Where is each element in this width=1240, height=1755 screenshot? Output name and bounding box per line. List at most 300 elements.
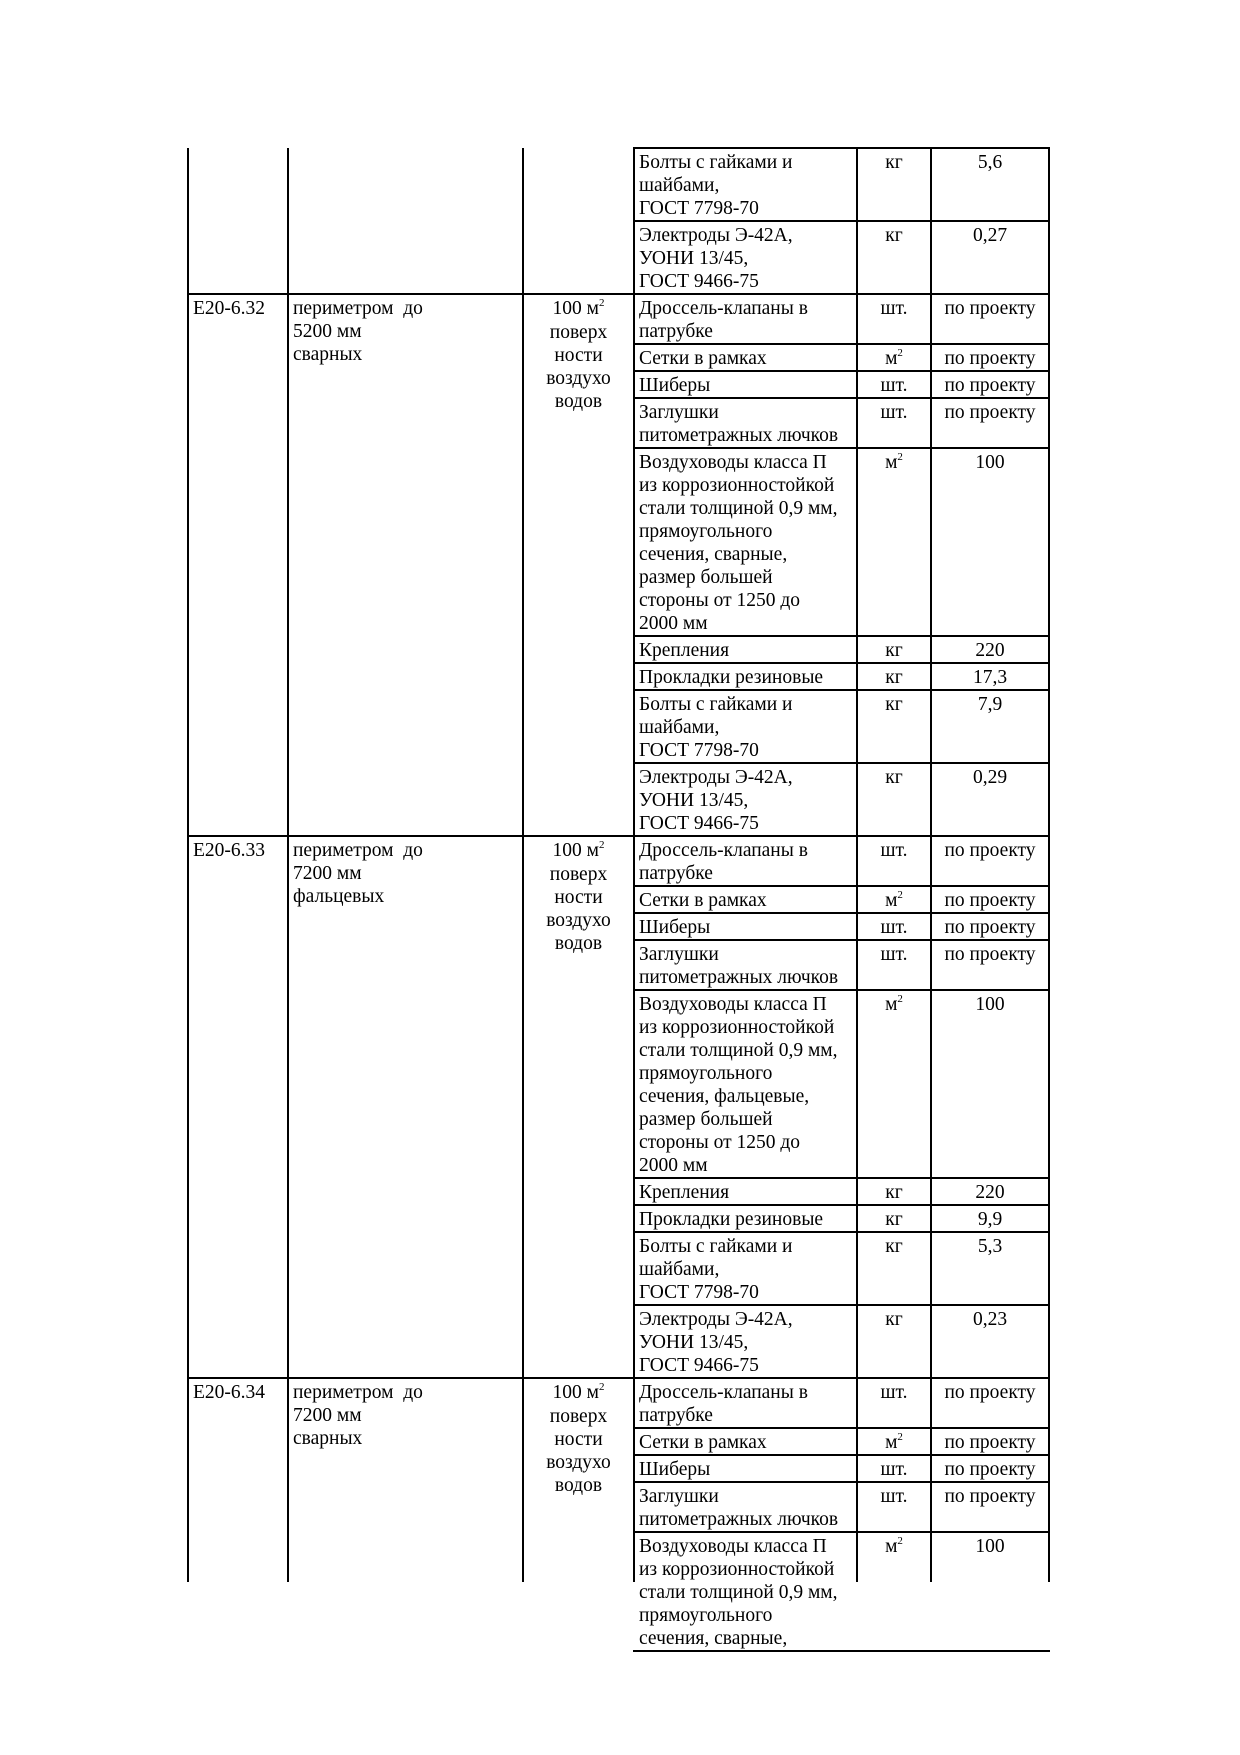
resource-name-line xyxy=(639,1627,856,1650)
resource-name-line-text: размер большей xyxy=(639,567,773,588)
resource-unit-text: кг xyxy=(885,225,903,246)
resource-name-line-text: питометражных лючков xyxy=(639,425,839,446)
resource-unit xyxy=(857,151,931,174)
resource-unit-text: шт. xyxy=(880,1486,908,1507)
measure-unit-line xyxy=(523,390,634,413)
measure-unit-text: 100 м xyxy=(552,1382,599,1403)
resource-quantity xyxy=(931,1235,1049,1258)
resource-quantity xyxy=(931,693,1049,716)
work-description-line-text: 7200 мм xyxy=(293,863,362,884)
measure-unit-text: 100 м xyxy=(552,298,599,319)
resource-name-line-text: Болты с гайками и xyxy=(639,152,793,173)
resource-row-border xyxy=(633,1481,1050,1483)
resource-unit xyxy=(857,1208,931,1231)
section-separator xyxy=(187,835,1050,837)
resource-name-line xyxy=(639,401,856,424)
resource-unit xyxy=(857,766,931,789)
resource-unit xyxy=(857,297,931,320)
resource-name-line xyxy=(639,1308,856,1331)
resource-unit-superscript: 2 xyxy=(897,1535,903,1547)
resource-unit xyxy=(857,347,931,370)
resource-name-line-text: Сетки в рамках xyxy=(639,890,767,911)
resource-unit-text: шт. xyxy=(880,375,908,396)
resource-unit xyxy=(857,1235,931,1258)
measure-unit-line-text: воздухо xyxy=(546,910,611,931)
resource-quantity-text: по проекту xyxy=(944,890,1036,911)
resource-name-line-text: прямоугольного xyxy=(639,1063,773,1084)
resource-name-line xyxy=(639,1281,856,1304)
resource-name-line-text: Электроды Э-42А, xyxy=(639,225,793,246)
resource-unit xyxy=(857,1308,931,1331)
measure-unit-line-text: водов xyxy=(554,1475,603,1496)
resource-unit-text: м xyxy=(885,348,898,369)
column-border-quantity xyxy=(930,148,932,1582)
measure-unit xyxy=(523,839,634,862)
work-code xyxy=(193,297,287,320)
resource-quantity xyxy=(931,639,1049,662)
resource-name-line xyxy=(639,716,856,739)
resource-unit-text: шт. xyxy=(880,1459,908,1480)
measure-unit xyxy=(523,297,634,320)
measure-unit-line-text: водов xyxy=(554,933,603,954)
resource-quantity-text: 220 xyxy=(975,640,1005,661)
measure-unit-text: 100 м xyxy=(552,840,599,861)
resource-unit xyxy=(857,1535,931,1558)
resource-unit-text: кг xyxy=(885,640,903,661)
resource-name-line xyxy=(639,916,856,939)
resource-row-border xyxy=(633,689,1050,691)
measure-unit-line xyxy=(523,344,634,367)
resource-name-line-text: стали толщиной 0,9 мм, xyxy=(639,1040,838,1061)
resource-name-line xyxy=(639,1039,856,1062)
resource-name-line xyxy=(639,297,856,320)
resource-unit xyxy=(857,374,931,397)
resource-name-line xyxy=(639,247,856,270)
resource-name-line xyxy=(639,1016,856,1039)
column-border-code xyxy=(187,148,189,1582)
resource-name-line xyxy=(639,374,856,397)
resource-row-border xyxy=(633,447,1050,449)
work-code xyxy=(193,839,287,862)
work-description-line-text: периметром до xyxy=(293,298,423,319)
resource-name-line-text: сечения, сварные, xyxy=(639,544,788,565)
resource-unit xyxy=(857,639,931,662)
column-border-resource-unit xyxy=(856,148,858,1582)
measure-unit-line xyxy=(523,932,634,955)
work-description-line-text: фальцевых xyxy=(293,886,385,907)
resource-name-line-text: Воздуховоды класса П xyxy=(639,994,827,1015)
measure-unit-line-text: поверх xyxy=(549,322,608,343)
resource-name-line xyxy=(639,1354,856,1377)
resource-name-line-text: шайбами, xyxy=(639,717,720,738)
resource-name-line xyxy=(639,889,856,912)
resource-name-line xyxy=(639,1404,856,1427)
resource-quantity-text: 5,3 xyxy=(977,1236,1003,1257)
measure-unit-line xyxy=(523,863,634,886)
resource-quantity xyxy=(931,943,1049,966)
resource-unit-superscript: 2 xyxy=(897,451,903,463)
resource-name-line xyxy=(639,174,856,197)
work-description-line xyxy=(293,320,520,343)
resource-quantity-text: по проекту xyxy=(944,944,1036,965)
resource-quantity-text: 0,27 xyxy=(972,225,1008,246)
resource-name-line xyxy=(639,1508,856,1531)
work-description-line-text: сварных xyxy=(293,1428,363,1449)
resource-row-border xyxy=(633,397,1050,399)
work-description-line xyxy=(293,862,520,885)
resource-name-line-text: питометражных лючков xyxy=(639,1509,839,1530)
resource-name-line xyxy=(639,451,856,474)
measure-unit-line xyxy=(523,909,634,932)
resource-quantity-text: 220 xyxy=(975,1182,1005,1203)
resource-name-line-text: УОНИ 13/45, xyxy=(639,790,749,811)
resource-unit-text: кг xyxy=(885,767,903,788)
resource-name-line xyxy=(639,766,856,789)
resource-quantity-text: по проекту xyxy=(944,298,1036,319)
resource-name-line-text: размер большей xyxy=(639,1109,773,1130)
resource-quantity xyxy=(931,224,1049,247)
resource-quantity-text: по проекту xyxy=(944,1432,1036,1453)
resource-name-line xyxy=(639,1485,856,1508)
resource-name-line xyxy=(639,151,856,174)
measure-unit-line xyxy=(523,321,634,344)
resource-name-line xyxy=(639,1604,856,1627)
resource-quantity-text: по проекту xyxy=(944,402,1036,423)
resource-name-line xyxy=(639,1535,856,1558)
resource-unit-text: кг xyxy=(885,1236,903,1257)
resource-name-line-text: питометражных лючков xyxy=(639,967,839,988)
measure-unit-superscript: 2 xyxy=(598,1381,605,1393)
resource-unit xyxy=(857,1485,931,1508)
resource-name-line xyxy=(639,739,856,762)
resource-row-border xyxy=(633,762,1050,764)
resource-name-line-text: Дроссель-клапаны в xyxy=(639,840,808,861)
resource-name-line-text: 2000 мм xyxy=(639,613,708,634)
resource-name-line-text: стали толщиной 0,9 мм, xyxy=(639,498,838,519)
resource-unit xyxy=(857,889,931,912)
resource-unit xyxy=(857,224,931,247)
work-code-text: Е20-6.33 xyxy=(193,840,266,861)
measure-unit-line-text: водов xyxy=(554,391,603,412)
work-description-line xyxy=(293,343,520,366)
work-description-line xyxy=(293,297,520,320)
work-code xyxy=(193,1381,287,1404)
resource-row-border xyxy=(633,885,1050,887)
resource-unit xyxy=(857,1381,931,1404)
resource-quantity xyxy=(931,766,1049,789)
resource-row-border xyxy=(633,370,1050,372)
resource-row-border xyxy=(633,1177,1050,1179)
resource-unit xyxy=(857,993,931,1016)
resource-unit-text: кг xyxy=(885,1309,903,1330)
resource-unit-text: кг xyxy=(885,1209,903,1230)
column-border-right xyxy=(1048,148,1050,1582)
resource-name-line-text: Электроды Э-42А, xyxy=(639,1309,793,1330)
measure-unit-line-text: воздухо xyxy=(546,368,611,389)
resource-name-line xyxy=(639,666,856,689)
measure-unit-line xyxy=(523,367,634,390)
resource-unit-text: шт. xyxy=(880,1382,908,1403)
resource-name-line-text: Дроссель-клапаны в xyxy=(639,1382,808,1403)
resource-name-line-text: стали толщиной 0,9 мм, xyxy=(639,1582,838,1603)
resource-name-line-text: патрубке xyxy=(639,1405,713,1426)
resource-name-line xyxy=(639,1381,856,1404)
resource-name-line-text: шайбами, xyxy=(639,1259,720,1280)
resource-quantity-text: по проекту xyxy=(944,348,1036,369)
resource-name-line xyxy=(639,1558,856,1581)
resource-name-line-text: Электроды Э-42А, xyxy=(639,767,793,788)
resource-quantity xyxy=(931,889,1049,912)
resource-name-line xyxy=(639,270,856,293)
resource-quantity-text: по проекту xyxy=(944,840,1036,861)
resource-quantity-text: по проекту xyxy=(944,1486,1036,1507)
resource-row-border xyxy=(633,1454,1050,1456)
resource-name-line xyxy=(639,1208,856,1231)
resource-row-border xyxy=(633,1650,1050,1652)
resource-unit-text: шт. xyxy=(880,917,908,938)
measure-unit-superscript: 2 xyxy=(598,297,605,309)
resource-name-line-text: Прокладки резиновые xyxy=(639,667,824,688)
measure-unit-line xyxy=(523,1428,634,1451)
resource-name-line-text: сечения, сварные, xyxy=(639,1628,788,1649)
resource-name-line xyxy=(639,1181,856,1204)
resource-quantity xyxy=(931,347,1049,370)
resource-name-line xyxy=(639,474,856,497)
resource-quantity-text: по проекту xyxy=(944,917,1036,938)
measure-unit-line-text: поверх xyxy=(549,1406,608,1427)
resource-name-line-text: Воздуховоды класса П xyxy=(639,452,827,473)
work-description-line-text: 5200 мм xyxy=(293,321,362,342)
resource-quantity xyxy=(931,151,1049,174)
column-border-description xyxy=(287,148,289,1582)
resource-name-line xyxy=(639,1258,856,1281)
resource-name-line-text: прямоугольного xyxy=(639,1605,773,1626)
measure-unit-line xyxy=(523,1451,634,1474)
resource-quantity-text: по проекту xyxy=(944,1459,1036,1480)
resource-name-line xyxy=(639,224,856,247)
work-description-line-text: 7200 мм xyxy=(293,1405,362,1426)
resource-name-line-text: Шиберы xyxy=(639,1459,711,1480)
resource-name-line xyxy=(639,839,856,862)
resource-name-line-text: Заглушки xyxy=(639,1486,719,1507)
work-description-line-text: периметром до xyxy=(293,840,423,861)
resource-name-line xyxy=(639,320,856,343)
resource-unit-superscript: 2 xyxy=(897,993,903,1005)
resource-quantity xyxy=(931,1485,1049,1508)
resource-name-line xyxy=(639,1235,856,1258)
resource-quantity xyxy=(931,916,1049,939)
measure-unit-superscript: 2 xyxy=(598,839,605,851)
resource-name-line-text: 2000 мм xyxy=(639,1155,708,1176)
resource-name-line xyxy=(639,862,856,885)
resource-name-line xyxy=(639,966,856,989)
measure-unit-line xyxy=(523,1474,634,1497)
measure-unit-line xyxy=(523,1405,634,1428)
resource-name-line xyxy=(639,347,856,370)
resource-name-line-text: Болты с гайками и xyxy=(639,694,793,715)
resource-unit-text: кг xyxy=(885,667,903,688)
resource-name-line-text: Шиберы xyxy=(639,917,711,938)
resource-name-line-text: ГОСТ 7798-70 xyxy=(639,740,759,761)
resource-row-border xyxy=(633,662,1050,664)
resource-name-line xyxy=(639,693,856,716)
work-description-line xyxy=(293,1381,520,1404)
resource-name-line-text: из коррозионностойкой xyxy=(639,1559,835,1580)
measure-unit-line-text: воздухо xyxy=(546,1452,611,1473)
resource-name-line xyxy=(639,1108,856,1131)
work-description-line xyxy=(293,1427,520,1450)
resource-name-line xyxy=(639,789,856,812)
resource-name-line xyxy=(639,1431,856,1454)
resource-quantity-text: 0,29 xyxy=(972,767,1008,788)
resource-unit-text: м xyxy=(885,994,898,1015)
measure-unit-line-text: ности xyxy=(554,887,603,908)
work-description-line xyxy=(293,1404,520,1427)
measure-unit-line-text: ности xyxy=(554,1429,603,1450)
resource-unit xyxy=(857,666,931,689)
resource-name-line xyxy=(639,1085,856,1108)
resource-quantity xyxy=(931,297,1049,320)
resource-row-border xyxy=(633,635,1050,637)
measure-unit-line-text: поверх xyxy=(549,864,608,885)
resource-name-line-text: УОНИ 13/45, xyxy=(639,248,749,269)
resource-name-line xyxy=(639,993,856,1016)
resource-row-border xyxy=(633,220,1050,222)
resource-quantity-text: 5,6 xyxy=(977,152,1003,173)
resource-table-top-border xyxy=(633,147,1050,149)
resource-quantity xyxy=(931,1458,1049,1481)
resource-name-line-text: шайбами, xyxy=(639,175,720,196)
resource-unit xyxy=(857,1181,931,1204)
resource-unit-text: шт. xyxy=(880,840,908,861)
resource-row-border xyxy=(633,343,1050,345)
resource-unit xyxy=(857,943,931,966)
resource-name-line xyxy=(639,612,856,635)
resource-name-line-text: ГОСТ 9466-75 xyxy=(639,271,759,292)
resource-unit xyxy=(857,401,931,424)
resource-quantity xyxy=(931,401,1049,424)
resource-name-line xyxy=(639,1131,856,1154)
resource-quantity-text: 100 xyxy=(975,1536,1005,1557)
resource-quantity-text: 9,9 xyxy=(977,1209,1003,1230)
resource-name-line-text: Крепления xyxy=(639,1182,730,1203)
resource-name-line xyxy=(639,812,856,835)
resource-name-line-text: Прокладки резиновые xyxy=(639,1209,824,1230)
column-border-unit xyxy=(522,148,524,1582)
resource-name-line-text: Сетки в рамках xyxy=(639,1432,767,1453)
resource-quantity-text: 100 xyxy=(975,452,1005,473)
resource-unit-text: м xyxy=(885,452,898,473)
resource-quantity xyxy=(931,1181,1049,1204)
resource-quantity xyxy=(931,1535,1049,1558)
resource-row-border xyxy=(633,1231,1050,1233)
resource-name-line-text: патрубке xyxy=(639,863,713,884)
work-code-text: Е20-6.32 xyxy=(193,298,266,319)
resource-row-border xyxy=(633,1204,1050,1206)
resource-quantity xyxy=(931,374,1049,397)
column-border-resource-name xyxy=(633,148,635,1582)
resource-name-line-text: ГОСТ 7798-70 xyxy=(639,1282,759,1303)
resource-name-line xyxy=(639,520,856,543)
resource-name-line xyxy=(639,1581,856,1604)
resource-name-line-text: из коррозионностойкой xyxy=(639,475,835,496)
resource-unit-text: шт. xyxy=(880,402,908,423)
resource-row-border xyxy=(633,1427,1050,1429)
work-description-line-text: периметром до xyxy=(293,1382,423,1403)
resource-name-line-text: Шиберы xyxy=(639,375,711,396)
resource-unit xyxy=(857,1431,931,1454)
resource-name-line-text: Воздуховоды класса П xyxy=(639,1536,827,1557)
work-description-line-text: сварных xyxy=(293,344,363,365)
resource-name-line-text: Заглушки xyxy=(639,402,719,423)
resource-name-line xyxy=(639,589,856,612)
resource-quantity xyxy=(931,993,1049,1016)
resource-unit-text: шт. xyxy=(880,944,908,965)
resource-name-line-text: стороны от 1250 до xyxy=(639,1132,801,1153)
resource-name-line xyxy=(639,543,856,566)
resource-name-line-text: УОНИ 13/45, xyxy=(639,1332,749,1353)
resource-unit xyxy=(857,1458,931,1481)
resource-name-line xyxy=(639,1331,856,1354)
resource-unit xyxy=(857,839,931,862)
resource-name-line xyxy=(639,639,856,662)
measure-unit-line-text: ности xyxy=(554,345,603,366)
resource-name-line-text: ГОСТ 7798-70 xyxy=(639,198,759,219)
resource-unit-text: кг xyxy=(885,152,903,173)
resource-quantity-text: 0,23 xyxy=(972,1309,1008,1330)
resource-unit-text: кг xyxy=(885,694,903,715)
resource-name-line-text: Сетки в рамках xyxy=(639,348,767,369)
measure-unit xyxy=(523,1381,634,1404)
resource-name-line-text: ГОСТ 9466-75 xyxy=(639,1355,759,1376)
resource-quantity-text: 100 xyxy=(975,994,1005,1015)
resource-name-line-text: Крепления xyxy=(639,640,730,661)
resource-quantity xyxy=(931,1381,1049,1404)
work-description-line xyxy=(293,885,520,908)
resource-row-border xyxy=(633,1304,1050,1306)
resource-name-line xyxy=(639,424,856,447)
resource-quantity xyxy=(931,1308,1049,1331)
resource-name-line xyxy=(639,197,856,220)
resource-name-line-text: ГОСТ 9466-75 xyxy=(639,813,759,834)
work-code-text: Е20-6.34 xyxy=(193,1382,266,1403)
work-description-line xyxy=(293,839,520,862)
resource-name-line-text: Болты с гайками и xyxy=(639,1236,793,1257)
resource-row-border xyxy=(633,912,1050,914)
resource-unit-text: м xyxy=(885,1536,898,1557)
resource-unit xyxy=(857,916,931,939)
resource-unit-text: шт. xyxy=(880,298,908,319)
resource-quantity-text: 17,3 xyxy=(972,667,1008,688)
resource-name-line-text: из коррозионностойкой xyxy=(639,1017,835,1038)
resource-unit-text: м xyxy=(885,1432,898,1453)
resource-unit xyxy=(857,451,931,474)
resource-unit-superscript: 2 xyxy=(897,1431,903,1443)
section-separator xyxy=(187,1377,1050,1379)
resource-name-line xyxy=(639,1062,856,1085)
resource-name-line-text: Дроссель-клапаны в xyxy=(639,298,808,319)
resource-name-line-text: патрубке xyxy=(639,321,713,342)
resource-unit-superscript: 2 xyxy=(897,347,903,359)
resource-quantity xyxy=(931,1431,1049,1454)
resource-quantity xyxy=(931,1208,1049,1231)
resource-row-border xyxy=(633,1531,1050,1533)
resource-name-line xyxy=(639,1458,856,1481)
resource-quantity-text: по проекту xyxy=(944,1382,1036,1403)
resource-unit xyxy=(857,693,931,716)
resource-unit-text: кг xyxy=(885,1182,903,1203)
resource-unit-superscript: 2 xyxy=(897,889,903,901)
